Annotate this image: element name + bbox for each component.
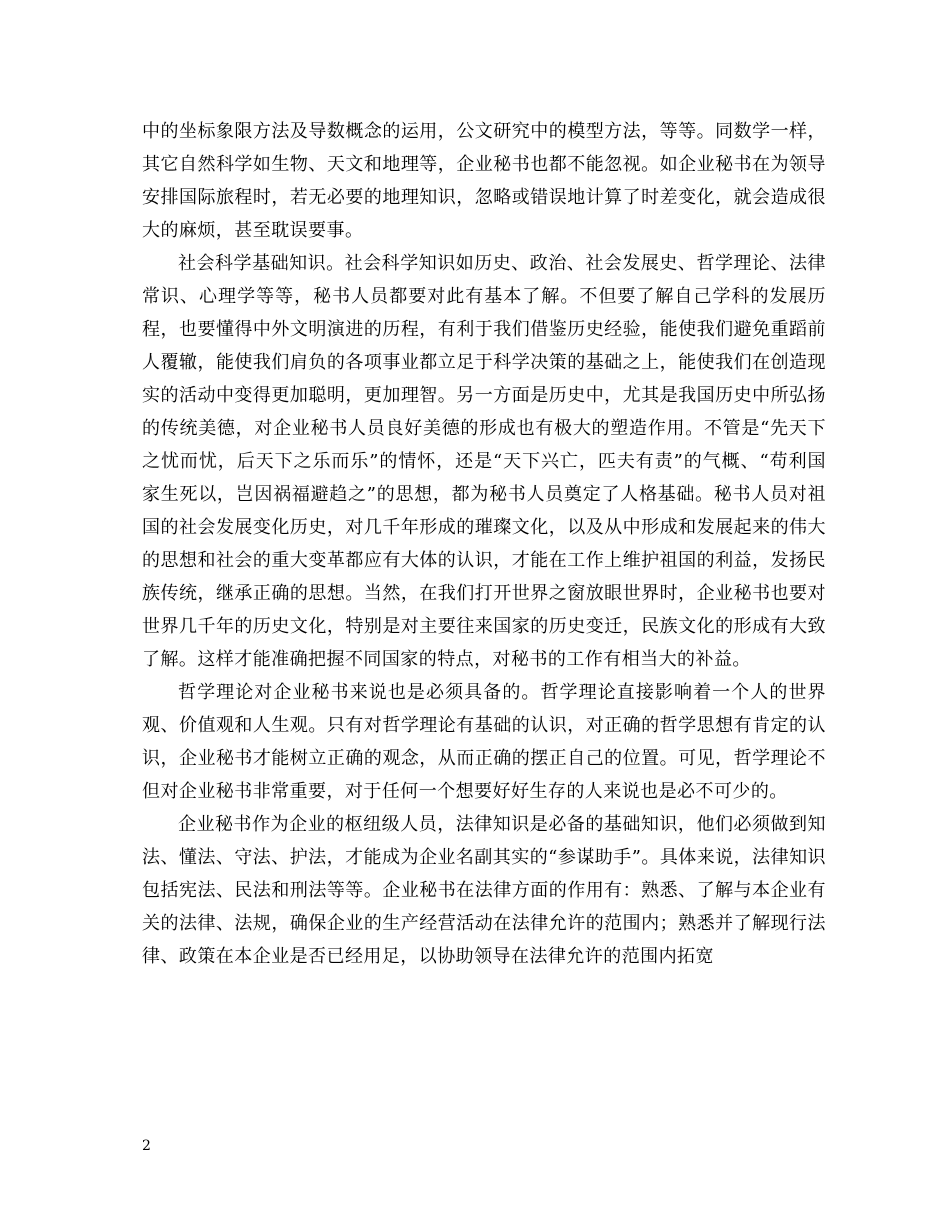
page-body <box>142 115 826 973</box>
paragraph-2: 社会科学基础知识。社会科学知识如历史、政治、社会发展史、哲学理论、法律常识、心理学等等，秘书人员都要对此有基本了解。不但要了解自己学科的发展历程，也要懂得中外文明演进的历程，有利于我们借鉴历史经验，能使我们避免重蹈前人覆辙，能使我们肩负的各项事业都立足于科学决策的基础之上，能使我们在创造现实的活动中变得更加聪明，更加理智。另一方面是历史中，尤其是我国历史中所弘扬的传统美德，对企业秘书人员良好美德的形成也有极大的塑造作用。不管是“先天下之忧而忧，后天下之乐而乐”的情怀，还是“天下兴亡，匹夫有责”的气概、“苟利国家生死以，岂因祸福避趋之”的思想，都为秘书人员奠定了人格基础。秘书人员对祖国的社会发展变化历史，对几千年形成的璀璨文化，以及从中形成和发展起来的伟大的思想和社会的重大变革都应有大体的认识，才能在工作上维护祖国的利益，发扬民族传统，继承正确的思想。当然，在我们打开世界之窗放眼世界时，企业秘书也要对世界几千年的历史文化，特别是对主要往来国家的历史变迁，民族文化的形成有大致了解。这样才能准确把握不同国家的特点，对秘书的工作有相当大的补益。 <box>142 253 826 670</box>
paragraph-3: 哲学理论对企业秘书来说也是必须具备的。哲学理论直接影响着一个人的世界观、价值观和人生观。只有对哲学理论有基础的认识，对正确的哲学思想有肯定的认识，企业秘书才能树立正确的观念，从而正确的摆正自己的位置。可见，哲学理论不但对企业秘书非常重要，对于任何一个想要好好生存的人来说也是必不可少的。 <box>142 682 826 802</box>
paragraph-4: 企业秘书作为企业的枢纽级人员，法律知识是必备的基础知识，他们必须做到知法、懂法、守法、护法，才能成为企业名副其实的“参谋助手”。具体来说，法律知识包括宪法、民法和刑法等等。企业秘书在法律方面的作用有：熟悉、了解与本企业有关的法律、法规，确保企业的生产经营活动在法律允许的范围内；熟悉并了解现行法律、政策在本企业是否已经用足，以协助领导在法律允许的范围内拓宽 <box>142 814 826 967</box>
page-number: 2 <box>142 1138 151 1154</box>
paragraph-1: 中的坐标象限方法及导数概念的运用，公文研究中的模型方法，等等。同数学一样，其它自然科学如生物、天文和地理等，企业秘书也都不能忽视。如企业秘书在为领导安排国际旅程时，若无必要的地理知识，忽略或错误地计算了时差变化，就会造成很大的麻烦，甚至耽误要事。 <box>142 121 826 241</box>
